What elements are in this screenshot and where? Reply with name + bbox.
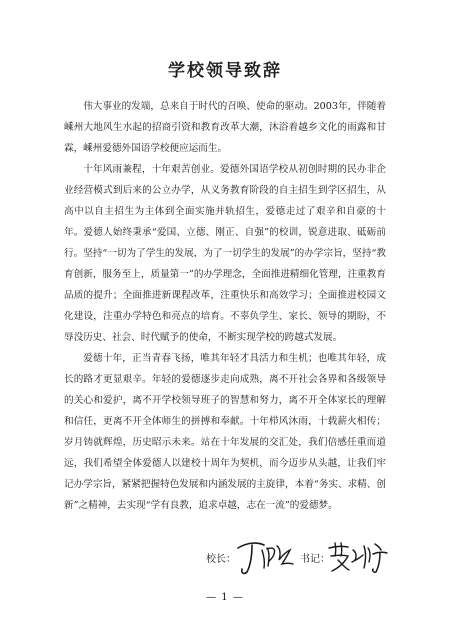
principal-signature	[234, 536, 296, 576]
principal-label: 校长：	[206, 554, 236, 565]
paragraph-3: 爱德十年，正当青春飞扬，唯其年轻才具活力和生机；也唯其年轻，成长的路才更显艰辛。年轻的爱德逐步走向成熟，离不开社会各界和各级领导的关心和爱护，离不开学校领导班子的智慧和努力，离不开全体家长的理解和信任，更离不开全体师生的拼搏和奉献。十年栉风沐雨，十载薪火相传；岁月铸就辉煌，历史昭示未来。站在十年发展的交汇处，我们倍感任重而道远，我们希望全体爱德人以建校十周年为契机，而今迈步从头越，让我们牢记办学宗旨，紧紧把握特色发展和内涵发展的主旋律，本着“务实、求精、创新”之精神，去实现“学有良教，追求卓越，志在一流”的爱德梦。	[64, 353, 386, 511]
signature-row	[0, 536, 450, 580]
speech-body	[64, 96, 386, 516]
page-number: — 1 —	[206, 592, 244, 603]
page-title: 学校领导致辞	[168, 61, 282, 81]
secretary-label: 书记：	[300, 554, 330, 565]
paragraph-1: 伟大事业的发端，总来自于时代的召唤、使命的驱动。2003年，伴随着嵊州大地风生水起的招商引资和教育改革大潮，沐浴着越乡文化的雨露和甘霖，嵊州爱德外国语学校便应运而生。	[64, 101, 386, 154]
paragraph-2: 十年风雨兼程，十年艰苦创业。爱德外国语学校从初创时期的民办非企业经营模式到后来的公立办学，从义务教育阶段的自主招生到学区招生，从高中以自主招生为主体到全面实施并轨招生，爱德走过了艰辛和自豪的十年。爱德人始终秉承“爱国、立德、刚正、自强”的校训，锐意进取、砥砺前行。坚持“一切为了学生的发展，为了一切学生的发展”的办学宗旨，坚持“教育创新，服务至上，质量第一”的办学理念，全面推进精细化管理，注重教育品质的提升；全面推进新课程改革，注重快乐和高效学习；全面推进校园文化建设，注重办学特色和亮点的培育。不辜负学生、家长、领导的期盼，不辱没历史、社会、时代赋予的使命，不断实现学校的跨越式发展。	[64, 164, 386, 343]
secretary-signature	[326, 538, 390, 576]
